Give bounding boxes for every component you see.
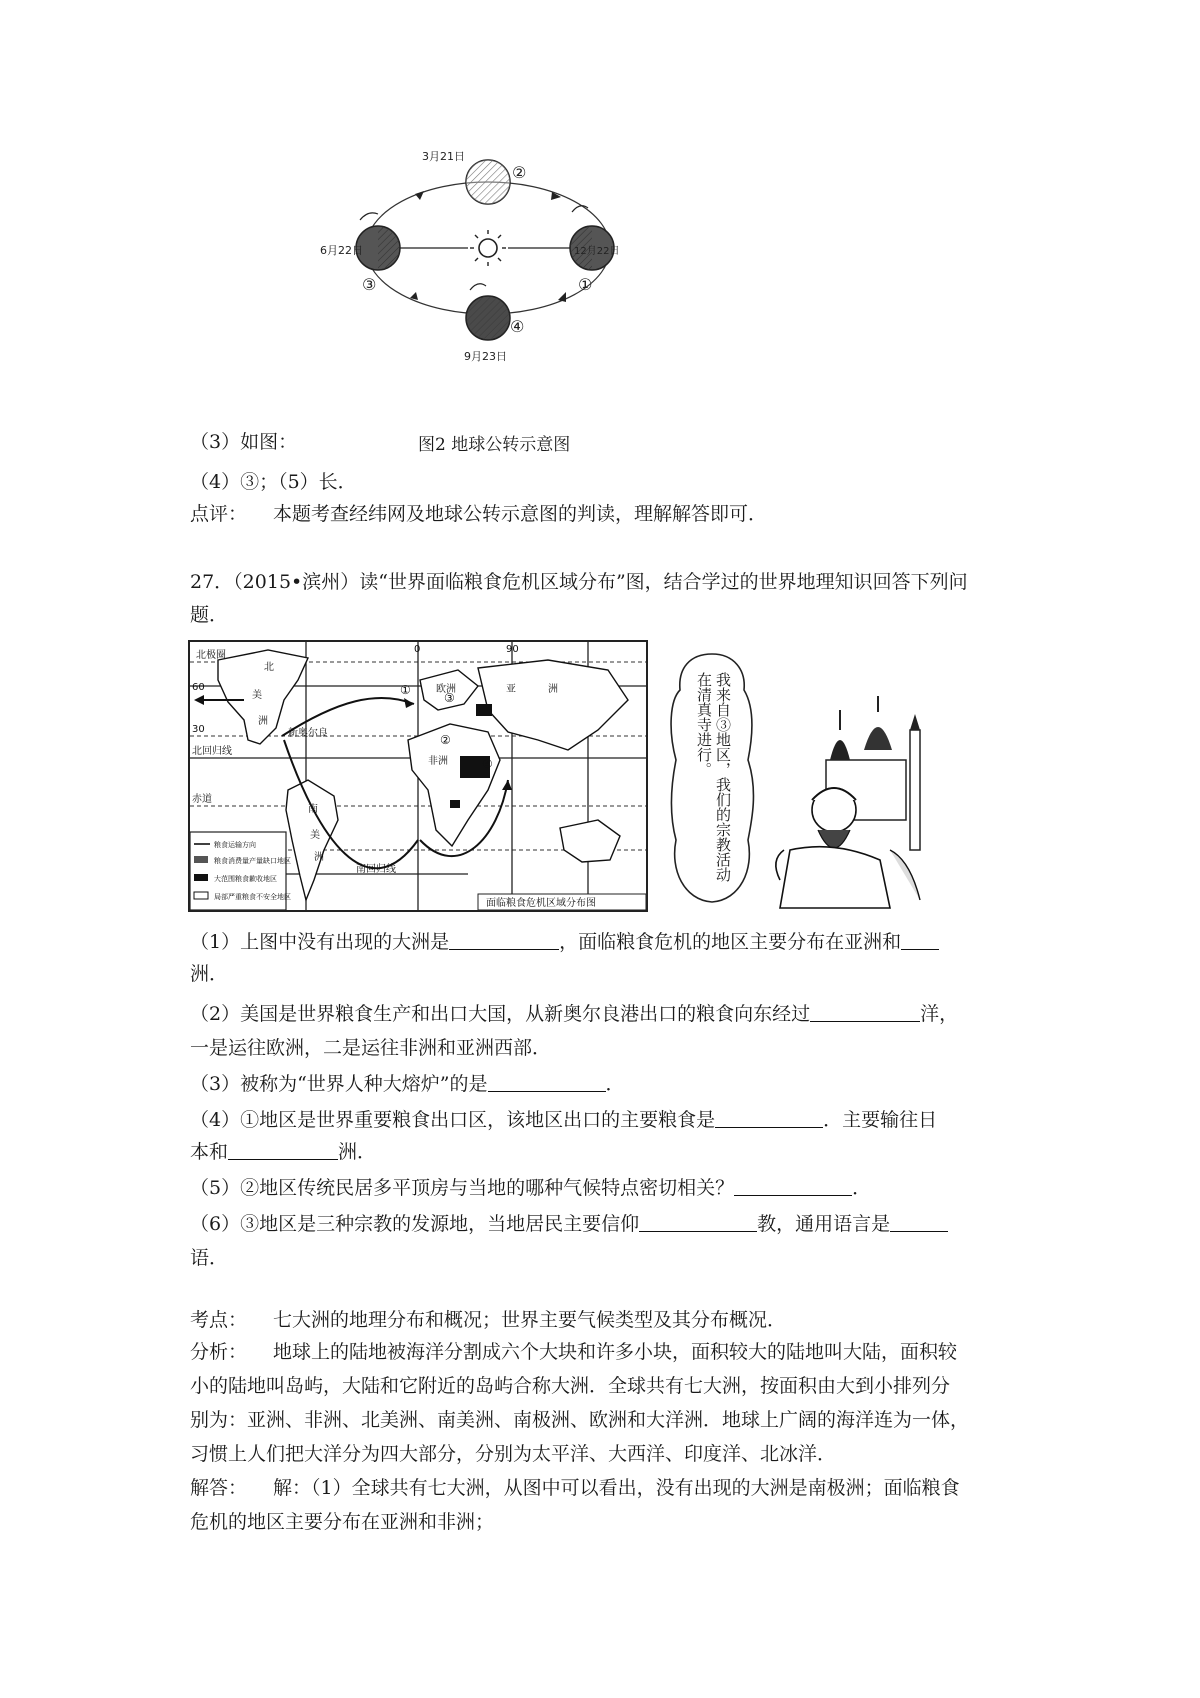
label-north: 北 [264,662,274,673]
legend-item-2: 粮食消费量产量缺口地区 [214,857,291,865]
label-lon90: 90 [506,644,519,655]
fenxi-line2: 小的陆地叫岛屿，大陆和它附近的岛屿合称大洲．全球共有七大洲，按面积由大到小排列分 [190,1375,951,1397]
subq-5: （5）②地区传统民居多平顶房与当地的哪种气候特点密切相关？ ． [190,1177,872,1199]
subq-1-line1: （1）上图中没有出现的大洲是 ，面临粮食危机的地区主要分布在亚洲和 [190,928,939,956]
map-marker-1: ① [400,683,411,697]
crisis-region-south-africa [450,800,460,808]
map-marker-2: ② [440,733,451,747]
label-equator: 赤道 [192,794,212,805]
date-september-23: 9月23日 [464,350,507,363]
jieda-line2: 危机的地区主要分布在亚洲和非洲； [190,1511,495,1533]
food-crisis-world-map [188,640,648,912]
subq-3: （3）被称为“世界人种大熔炉”的是 ． [190,1073,625,1095]
marker-4: ④ [510,317,525,336]
earth-september-23 [466,296,510,340]
subq-6-line1: （6）③地区是三种宗教的发源地，当地居民主要信仰 教，通用语言是 [190,1210,948,1238]
answer-blank-5[interactable] [734,1175,852,1196]
label-asia-ya: 亚 [506,684,516,695]
fenxi-label: 分析： [190,1341,248,1363]
legend-item-4: 局部严重粮食不安全地区 [214,893,291,901]
label-lon0: 0 [414,644,421,655]
legend-item-1: 粮食运输方向 [214,841,256,849]
label-europe: 欧洲 [436,684,456,695]
label-lat30n: 30 [192,724,205,735]
subq-2-line2: 一是运往欧洲，二是运往非洲和亚洲西部． [190,1037,552,1059]
answer-blank-4b[interactable] [228,1139,338,1160]
earth-march-21 [466,160,510,204]
label-new-orleans: 新奥尔良 [288,728,328,739]
comment-line [190,500,767,528]
fenxi-line4: 习惯上人们把大洋分为四大部分，分别为太平洋、大西洋、印度洋、北冰洋． [190,1443,837,1465]
kaodian-label: 考点： [190,1309,248,1331]
answer-blank-6a[interactable] [639,1211,757,1232]
label-south: 南 [308,804,318,815]
map-title: 面临粮食危机区域分布图 [486,898,596,909]
map-marker-3: ③ [444,691,455,705]
crisis-region-asia-west [476,704,492,716]
fenxi-line3: 别为：亚洲、非洲、北美洲、南美洲、南极洲、欧洲和大洋洲．地球上广阔的海洋连为一体， [190,1409,970,1431]
answer-blank-6b[interactable] [890,1211,948,1232]
label-capricorn: 南回归线 [356,864,396,875]
figure2-caption: 图2 地球公转示意图 [418,435,571,455]
answer-blank-4a[interactable] [715,1107,823,1128]
label-arctic: 北极圈 [196,650,226,661]
label-africa: 非洲 [428,756,448,767]
label-lat60: 60 [192,682,205,693]
question-title-line1: 27．（2015•滨州）读“世界面临粮食危机区域分布”图，结合学过的世界地理知识回答下列问 [190,571,968,593]
map-marker-4: ④ [482,757,493,771]
answer-line-3: （3）如图： [190,431,298,453]
earth-revolution-diagram [320,150,640,400]
jieda-label: 解答： [190,1477,248,1499]
fenxi-line1: 分析： 地球上的陆地被海洋分割成六个大块和许多小块，面积较大的陆地叫大陆，面积较 [190,1341,958,1363]
answer-blank-2[interactable] [810,1001,920,1022]
label-zhou-s: 洲 [314,852,324,863]
legend-item-3: 大范围粮食歉收地区 [214,875,277,883]
label-cancer: 北回归线 [192,746,232,757]
subq-4-line2: 本和 洲． [190,1141,377,1163]
marker-1: ① [578,275,593,294]
marker-3: ③ [362,275,377,294]
sun-icon [470,230,506,266]
comment-label: 点评： [190,503,248,525]
question-title-line2: 题． [190,604,229,626]
map-legend [190,832,291,910]
subq-4-line1: （4）①地区是世界重要粮食出口区，该地区出口的主要粮食是 ．主要输往日 [190,1109,938,1131]
label-asia-zhou: 洲 [548,684,558,695]
label-zhou-n: 洲 [258,716,268,727]
speech-bubble-text: 我来自③地区，我们的宗教活动在清真寺进行。 [695,672,732,882]
answer-blank-3[interactable] [488,1071,606,1092]
date-june-22: 6月22日 [320,244,363,257]
date-march-21: 3月21日 [422,150,465,163]
answer-line-4: （4）③；（5）长． [190,471,357,493]
jieda-line1: 解答： 解：（1）全球共有七大洲，从图中可以看出，没有出现的大洲是南极洲；面临粮食 [190,1477,960,1499]
subq-2-line1: （2）美国是世界粮食生产和出口大国，从新奥尔良港出口的粮食向东经过 洋， [190,1003,959,1025]
answer-blank-1b[interactable] [901,929,939,950]
label-america-n: 美 [252,690,262,701]
subq-6-line2: 语． [190,1247,229,1269]
comment-text: 本题考查经纬网及地球公转示意图的判读，理解解答即可． [273,503,768,525]
marker-2: ② [512,163,527,182]
subq-1-line2: 洲． [190,963,229,985]
person-with-mosque-illustration [770,690,940,910]
answer-blank-1a[interactable] [449,929,559,950]
label-america-s: 美 [310,830,320,841]
date-december-22: 12月22日 [574,246,620,257]
kaodian-line: 考点： 七大洲的地理分布和概况；世界主要气候类型及其分布概况． [190,1309,787,1331]
